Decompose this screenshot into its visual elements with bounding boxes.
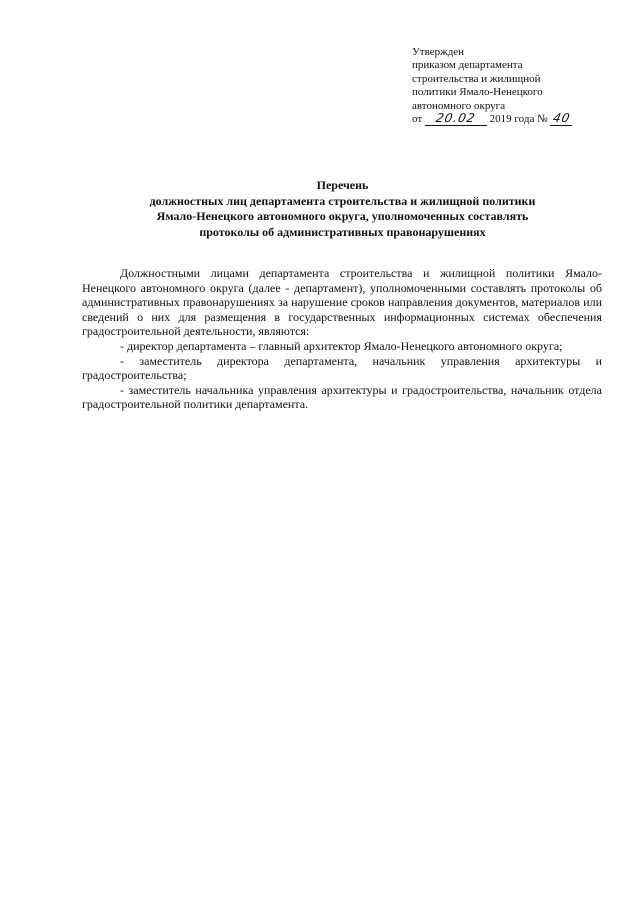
approval-stamp [412,46,612,126]
approval-line-department: строительства и жилищной [412,72,541,85]
list-item-director: - директор департамента – главный архитектор Ямало-Ненецкого автономного округа; [120,338,563,353]
approval-line-order: приказом департамента [412,59,523,72]
year-text: 2019 года № [489,113,548,126]
title-heading: Перечень [316,178,369,192]
date-prefix: от [412,113,423,126]
document-body [82,266,602,412]
title-line-1: должностных лиц департамента строительства и жилищной политики [149,193,536,208]
handwritten-date: 20.02 [425,113,487,126]
document-title [70,178,615,240]
approval-date-line [412,113,612,126]
list-item-deputy-head: - заместитель начальника управления архитектуры и градостроительства, начальник отдела градостроительной политики департамента. [82,382,602,412]
title-line-2: Ямало-Ненецкого автономного округа, уполномоченных составлять [156,209,529,223]
body-intro-paragraph: Должностными лицами департамента строительства и жилищной политики Ямало-Ненецкого автономного округа (далее - департамент), уполномоченными составлять протоколы об административных правонарушениях за нарушение сроков направления документов, материалов или сведений о них для размещения в государственных информационных системах обеспечения градостроительной деятельности, являются: [82,266,602,339]
handwritten-order-number: 40 [551,111,572,126]
title-line-3: протоколы об административных правонарушениях [199,224,486,239]
list-item-deputy-director: - заместитель директора департамента, начальник управления архитектуры и градостроительства; [82,353,602,383]
approval-line-policy: политики Ямало-Ненецкого [412,86,543,99]
approval-line-approved: Утвержден [412,46,465,58]
approval-line-okrug: автономного округа [412,99,506,112]
